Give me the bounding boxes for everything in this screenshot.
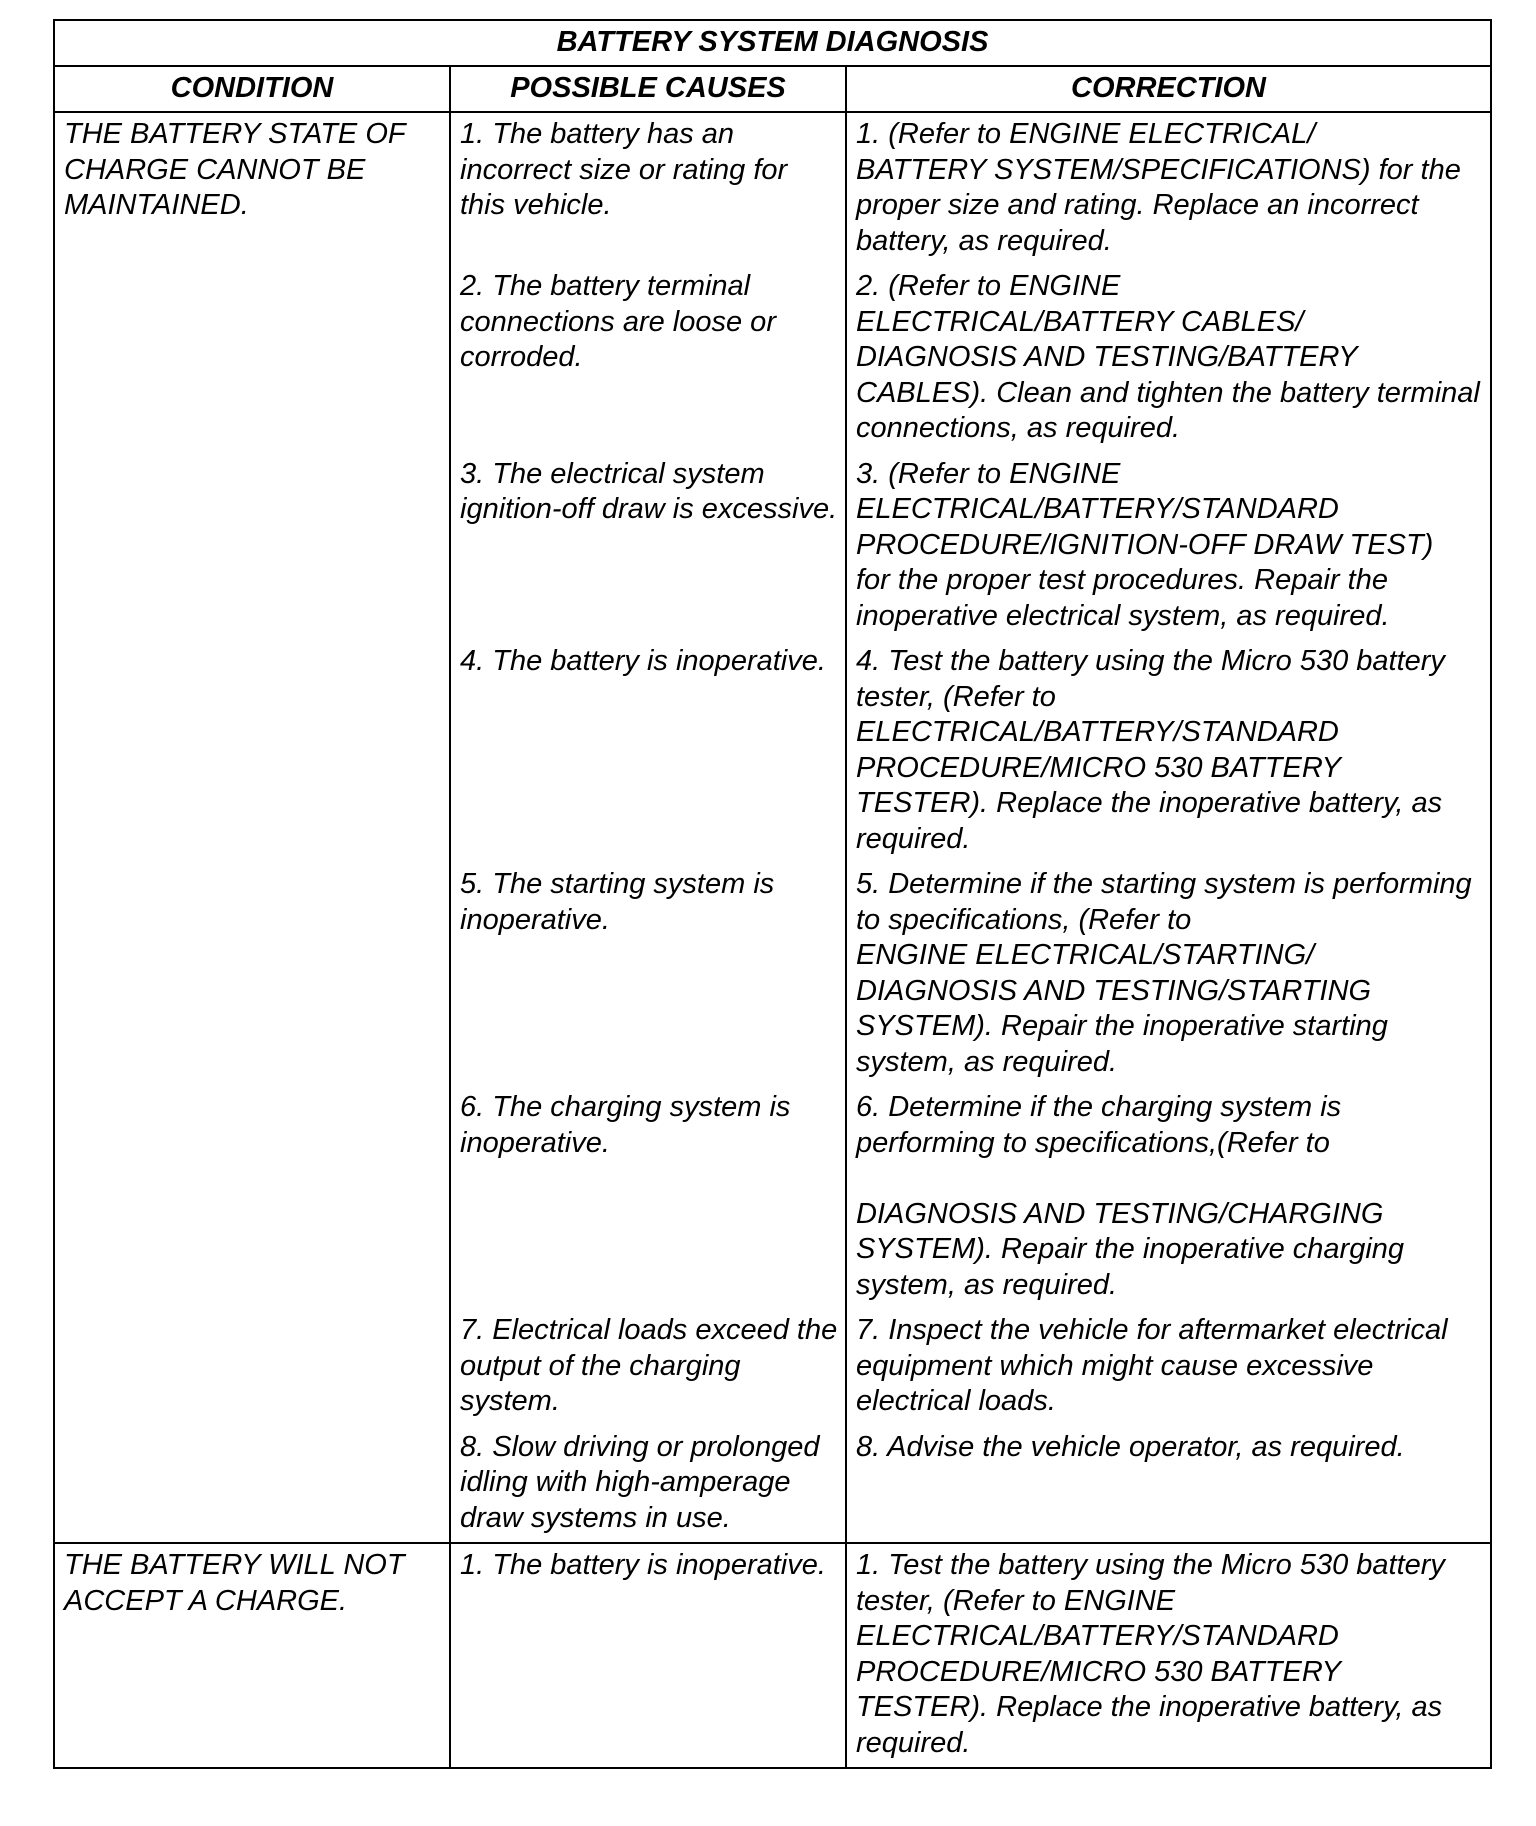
- cause-cell: 5. The starting system is inoperative.: [450, 857, 846, 1080]
- correction-cell: 8. Advise the vehicle operator, as required.: [846, 1420, 1491, 1544]
- correction-cell: 4. Test the battery using the Micro 530 battery tester, (Refer to ELECTRICAL/BATTERY/STANDARD PROCEDURE/MICRO 530 BATTERY TESTER). Replace the inoperative battery, as required.: [846, 634, 1491, 857]
- header-possible-causes: POSSIBLE CAUSES: [450, 66, 846, 112]
- correction-cell: 1. (Refer to ENGINE ELECTRICAL/ BATTERY SYSTEM/SPECIFICATIONS) for the proper size and rating. Replace an incorrect battery, as required.: [846, 112, 1491, 259]
- cause-cell: 1. The battery has an incorrect size or rating for this vehicle.: [450, 112, 846, 259]
- cause-cell: 1. The battery is inoperative.: [450, 1543, 846, 1768]
- cause-cell: 8. Slow driving or prolonged idling with high-amperage draw systems in use.: [450, 1420, 846, 1544]
- header-condition: CONDITION: [54, 66, 450, 112]
- battery-diagnosis-table: [53, 19, 1492, 1769]
- condition-cell: THE BATTERY WILL NOT ACCEPT A CHARGE.: [54, 1543, 450, 1768]
- condition-cell: THE BATTERY STATE OF CHARGE CANNOT BE MAINTAINED.: [54, 112, 450, 1543]
- correction-cell: 2. (Refer to ENGINE ELECTRICAL/BATTERY CABLES/ DIAGNOSIS AND TESTING/BATTERY CABLES). Clean and tighten the battery terminal connections, as required.: [846, 259, 1491, 447]
- table-header-row: [54, 66, 1491, 112]
- table-row: [54, 1543, 1491, 1768]
- correction-cell: 7. Inspect the vehicle for aftermarket electrical equipment which might cause excessive electrical loads.: [846, 1303, 1491, 1420]
- table-row: [54, 112, 1491, 259]
- correction-cell: 1. Test the battery using the Micro 530 battery tester, (Refer to ENGINE ELECTRICAL/BATTERY/STANDARD PROCEDURE/MICRO 530 BATTERY TESTER). Replace the inoperative battery, as required.: [846, 1543, 1491, 1768]
- cause-cell: 7. Electrical loads exceed the output of the charging system.: [450, 1303, 846, 1420]
- correction-cell: 6. Determine if the charging system is performing to specifications,(Refer to DIAGNOSIS AND TESTING/CHARGING SYSTEM). Repair the inoperative charging system, as required.: [846, 1080, 1491, 1303]
- correction-cell: 3. (Refer to ENGINE ELECTRICAL/BATTERY/STANDARD PROCEDURE/IGNITION-OFF DRAW TEST) for the proper test procedures. Repair the inoperative electrical system, as required.: [846, 447, 1491, 635]
- cause-cell: 3. The electrical system ignition-off draw is excessive.: [450, 447, 846, 635]
- cause-cell: 6. The charging system is inoperative.: [450, 1080, 846, 1303]
- correction-cell: 5. Determine if the starting system is performing to specifications, (Refer to ENGINE ELECTRICAL/STARTING/ DIAGNOSIS AND TESTING/STARTING SYSTEM). Repair the inoperative starting system, as required.: [846, 857, 1491, 1080]
- cause-cell: 4. The battery is inoperative.: [450, 634, 846, 857]
- header-correction: CORRECTION: [846, 66, 1491, 112]
- table-title-row: [54, 20, 1491, 66]
- table-title: BATTERY SYSTEM DIAGNOSIS: [54, 20, 1491, 66]
- cause-cell: 2. The battery terminal connections are loose or corroded.: [450, 259, 846, 447]
